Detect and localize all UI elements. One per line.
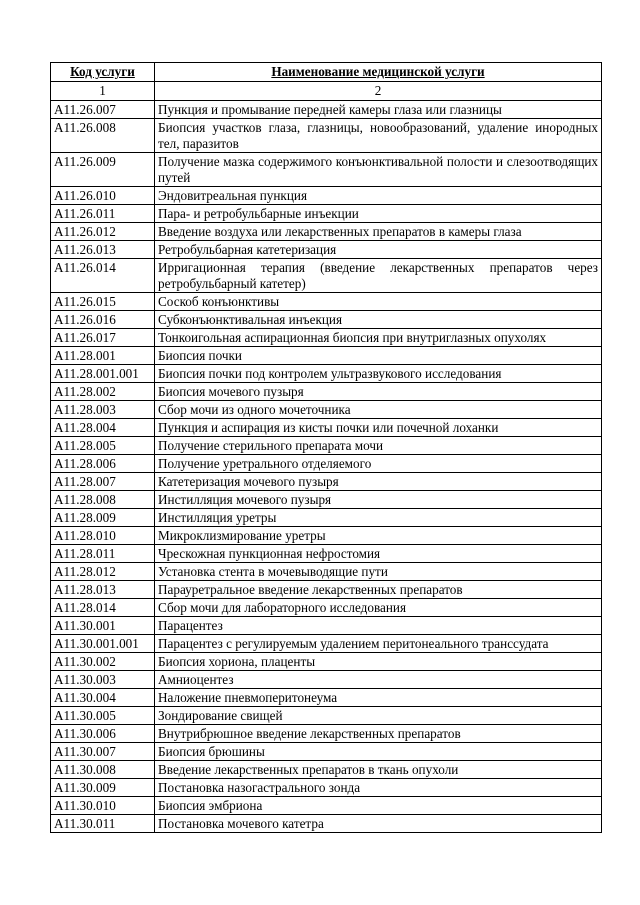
service-name: Инстилляция мочевого пузыря [155,491,602,509]
header-name: Наименование медицинской услуги [155,63,602,82]
service-code: A11.28.014 [51,599,155,617]
table-row [51,311,602,329]
service-code: A11.28.001 [51,347,155,365]
service-code: A11.28.004 [51,419,155,437]
service-name: Установка стента в мочевыводящие пути [155,563,602,581]
table-row [51,689,602,707]
service-code: A11.30.010 [51,797,155,815]
service-code: A11.28.001.001 [51,365,155,383]
table-row [51,635,602,653]
table-row [51,779,602,797]
service-code: A11.28.011 [51,545,155,563]
table-row [51,509,602,527]
service-code: A11.28.005 [51,437,155,455]
table-row [51,671,602,689]
table-row [51,545,602,563]
table-row [51,725,602,743]
service-name: Биопсия эмбриона [155,797,602,815]
service-code: A11.26.007 [51,101,155,119]
service-name: Сбор мочи для лабораторного исследования [155,599,602,617]
service-code: A11.28.002 [51,383,155,401]
service-name: Ретробульбарная катетеризация [155,241,602,259]
service-code: A11.26.010 [51,187,155,205]
service-name: Введение лекарственных препаратов в ткань опухоли [155,761,602,779]
service-name: Внутрибрюшное введение лекарственных препаратов [155,725,602,743]
service-code: A11.26.008 [51,119,155,153]
service-code: A11.28.009 [51,509,155,527]
service-name: Тонкоигольная аспирационная биопсия при внутриглазных опухолях [155,329,602,347]
service-name: Чрескожная пункционная нефростомия [155,545,602,563]
column-number-code: 1 [51,82,155,101]
service-name: Наложение пневмоперитонеума [155,689,602,707]
table-row [51,329,602,347]
service-code: A11.26.016 [51,311,155,329]
table-row [51,205,602,223]
service-name: Пункция и аспирация из кисты почки или почечной лоханки [155,419,602,437]
table-row [51,401,602,419]
table-row [51,743,602,761]
table-row [51,259,602,293]
service-name: Зондирование свищей [155,707,602,725]
service-name: Постановка назогастрального зонда [155,779,602,797]
table-row [51,223,602,241]
service-name: Эндовитреальная пункция [155,187,602,205]
service-name: Биопсия брюшины [155,743,602,761]
service-code: A11.30.005 [51,707,155,725]
service-code: A11.28.007 [51,473,155,491]
header-code: Код услуги [51,63,155,82]
table-row [51,365,602,383]
service-name: Соскоб конъюнктивы [155,293,602,311]
table-row [51,797,602,815]
table-row [51,187,602,205]
service-code: A11.30.007 [51,743,155,761]
service-code: A11.30.009 [51,779,155,797]
service-name: Пункция и промывание передней камеры глаза или глазницы [155,101,602,119]
service-name: Субконъюнктивальная инъекция [155,311,602,329]
service-name: Инстилляция уретры [155,509,602,527]
service-name: Биопсия почки под контролем ультразвукового исследования [155,365,602,383]
table-body [51,101,602,833]
table-row [51,815,602,833]
service-name: Пара- и ретробульбарные инъекции [155,205,602,223]
service-code: A11.30.004 [51,689,155,707]
service-name: Микроклизмирование уретры [155,527,602,545]
service-code: A11.28.006 [51,455,155,473]
table-row [51,383,602,401]
service-name: Амниоцентез [155,671,602,689]
service-code: A11.30.001.001 [51,635,155,653]
service-code: A11.30.011 [51,815,155,833]
service-name: Сбор мочи из одного мочеточника [155,401,602,419]
service-code: A11.28.008 [51,491,155,509]
service-name: Биопсия участков глаза, глазницы, новообразований, удаление инородных тел, паразитов [155,119,602,153]
table-row [51,455,602,473]
table-row [51,527,602,545]
service-name: Биопсия мочевого пузыря [155,383,602,401]
table-row [51,653,602,671]
service-name: Парацентез [155,617,602,635]
table-row [51,153,602,187]
service-name: Катетеризация мочевого пузыря [155,473,602,491]
table-row [51,491,602,509]
service-code: A11.28.010 [51,527,155,545]
table-row [51,599,602,617]
table-row [51,581,602,599]
service-code: A11.26.009 [51,153,155,187]
service-name: Биопсия почки [155,347,602,365]
header-row [51,63,602,82]
service-code: A11.26.014 [51,259,155,293]
service-code: A11.28.013 [51,581,155,599]
service-name: Постановка мочевого катетра [155,815,602,833]
service-code: A11.26.012 [51,223,155,241]
table-row [51,419,602,437]
table-row [51,707,602,725]
service-name: Ирригационная терапия (введение лекарственных препаратов через ретробульбарный катетер) [155,259,602,293]
service-code: A11.30.008 [51,761,155,779]
service-name: Получение стерильного препарата мочи [155,437,602,455]
service-code: A11.30.006 [51,725,155,743]
service-name: Парауретральное введение лекарственных препаратов [155,581,602,599]
table-row [51,119,602,153]
service-name: Введение воздуха или лекарственных препаратов в камеры глаза [155,223,602,241]
service-code: A11.26.017 [51,329,155,347]
column-number-name: 2 [155,82,602,101]
services-table [50,62,602,833]
service-code: A11.26.011 [51,205,155,223]
table-row [51,563,602,581]
service-code: A11.30.002 [51,653,155,671]
table-row [51,473,602,491]
service-name: Получение уретрального отделяемого [155,455,602,473]
service-code: A11.26.015 [51,293,155,311]
table-row [51,437,602,455]
service-code: A11.28.003 [51,401,155,419]
column-number-row [51,82,602,101]
service-name: Получение мазка содержимого конъюнктивальной полости и слезоотводящих путей [155,153,602,187]
table-row [51,347,602,365]
service-code: A11.28.012 [51,563,155,581]
service-code: A11.30.003 [51,671,155,689]
service-name: Биопсия хориона, плаценты [155,653,602,671]
table-row [51,761,602,779]
table-row [51,101,602,119]
table-row [51,617,602,635]
table-row [51,241,602,259]
table-row [51,293,602,311]
service-code: A11.30.001 [51,617,155,635]
service-code: A11.26.013 [51,241,155,259]
service-name: Парацентез с регулируемым удалением перитонеального транссудата [155,635,602,653]
